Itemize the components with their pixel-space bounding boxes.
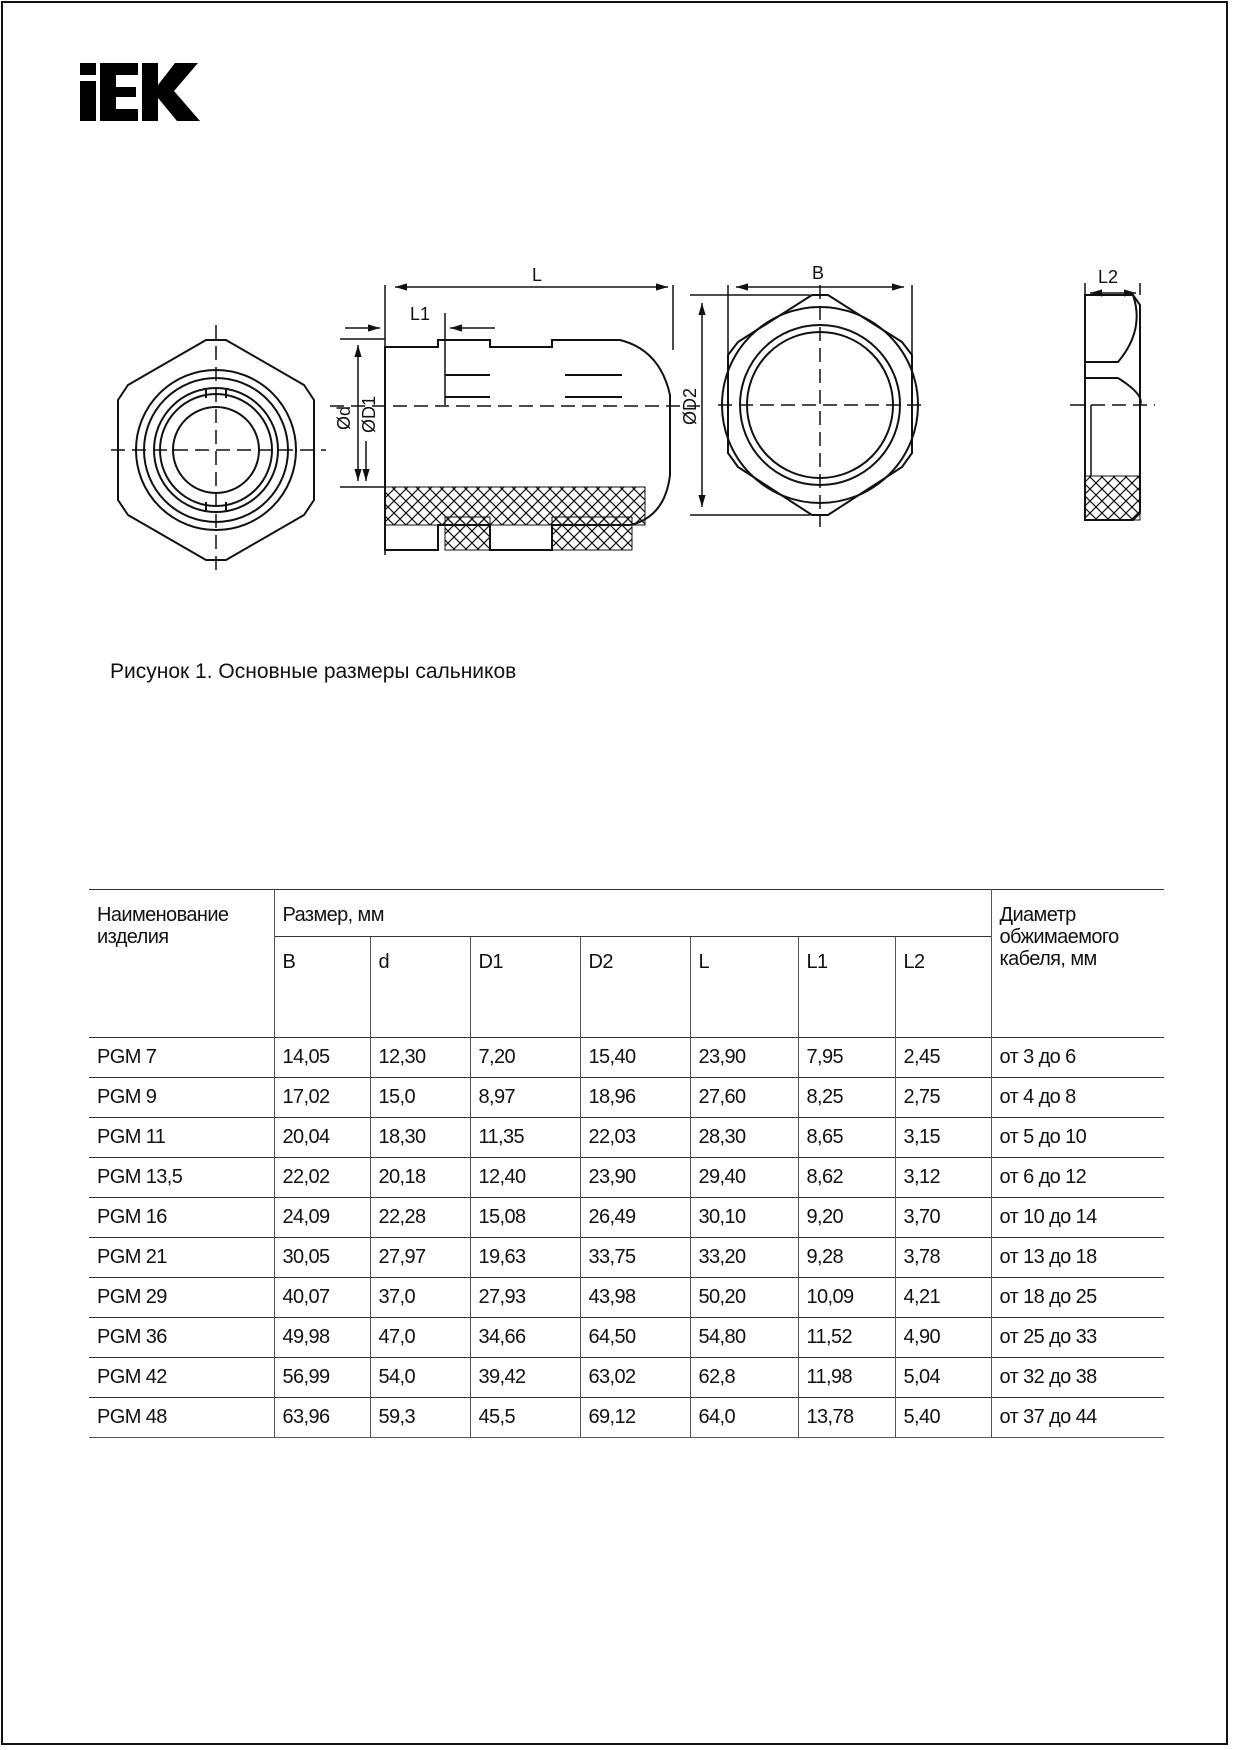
cell-name: PGM 7 [89,1038,274,1078]
cell-D2: 43,98 [580,1278,690,1318]
cell-D2: 64,50 [580,1318,690,1358]
cell-cable-diameter: от 13 до 18 [991,1238,1164,1278]
cell-D1: 19,63 [470,1238,580,1278]
cell-name: PGM 9 [89,1078,274,1118]
cell-L1: 11,52 [798,1318,895,1358]
cell-L: 54,80 [690,1318,798,1358]
header-col-L2: L2 [895,937,991,1038]
table-row [89,1318,1164,1358]
cell-L1: 13,78 [798,1398,895,1438]
cell-L2: 2,45 [895,1038,991,1078]
cell-L1: 10,09 [798,1278,895,1318]
dim-label-B: B [812,263,825,283]
cell-name: PGM 36 [89,1318,274,1358]
table-row [89,1198,1164,1238]
side-view [330,265,700,555]
table-row [89,1238,1164,1278]
cell-L: 27,60 [690,1078,798,1118]
cell-cable-diameter: от 25 до 33 [991,1318,1164,1358]
cell-cable-diameter: от 32 до 38 [991,1358,1164,1398]
cell-L: 30,10 [690,1198,798,1238]
cell-L2: 3,15 [895,1118,991,1158]
cell-name: PGM 11 [89,1118,274,1158]
cell-L2: 5,04 [895,1358,991,1398]
dimensions-table [89,889,1164,1438]
cell-L1: 9,20 [798,1198,895,1238]
header-col-L1: L1 [798,937,895,1038]
cell-d: 37,0 [370,1278,470,1318]
dim-label-D2: ØD2 [680,387,700,425]
cell-d: 20,18 [370,1158,470,1198]
cell-name: PGM 29 [89,1278,274,1318]
dim-label-D1: ØD1 [359,395,379,433]
table-row [89,1118,1164,1158]
cell-d: 15,0 [370,1078,470,1118]
cell-d: 12,30 [370,1038,470,1078]
cell-cable-diameter: от 37 до 44 [991,1398,1164,1438]
cell-d: 54,0 [370,1358,470,1398]
cell-D1: 12,40 [470,1158,580,1198]
cell-L1: 8,65 [798,1118,895,1158]
cell-D2: 23,90 [580,1158,690,1198]
cell-B: 24,09 [274,1198,370,1238]
cell-name: PGM 42 [89,1358,274,1398]
cell-d: 22,28 [370,1198,470,1238]
cell-B: 49,98 [274,1318,370,1358]
cell-name: PGM 48 [89,1398,274,1438]
nut-front-view [680,263,925,527]
table-row [89,1038,1164,1078]
header-col-D2: D2 [580,937,690,1038]
dim-label-L2: L2 [1098,267,1119,287]
cell-D2: 18,96 [580,1078,690,1118]
cell-L1: 8,62 [798,1158,895,1198]
cell-L1: 7,95 [798,1038,895,1078]
iek-logo [80,63,200,121]
cell-D1: 27,93 [470,1278,580,1318]
figure-caption: Рисунок 1. Основные размеры сальников [110,660,517,683]
cell-B: 40,07 [274,1278,370,1318]
cell-B: 30,05 [274,1238,370,1278]
cell-cable-diameter: от 18 до 25 [991,1278,1164,1318]
table-row [89,1358,1164,1398]
cell-L: 28,30 [690,1118,798,1158]
cell-name: PGM 21 [89,1238,274,1278]
cell-d: 59,3 [370,1398,470,1438]
cell-D1: 8,97 [470,1078,580,1118]
header-cable-diameter: Диаметр обжимаемого кабеля, мм [991,890,1164,1038]
header-col-L: L [690,937,798,1038]
nut-side-view [1070,267,1155,520]
cell-L: 50,20 [690,1278,798,1318]
cell-B: 56,99 [274,1358,370,1398]
cell-L2: 4,21 [895,1278,991,1318]
cell-cable-diameter: от 6 до 12 [991,1158,1164,1198]
cell-B: 22,02 [274,1158,370,1198]
cell-L2: 2,75 [895,1078,991,1118]
cell-L1: 9,28 [798,1238,895,1278]
table-row [89,1278,1164,1318]
cell-L: 23,90 [690,1038,798,1078]
dim-label-L: L [532,265,543,285]
cell-L2: 3,70 [895,1198,991,1238]
cell-cable-diameter: от 5 до 10 [991,1118,1164,1158]
header-product-name: Наименование изделия [97,904,229,948]
cell-D1: 45,5 [470,1398,580,1438]
cell-d: 27,97 [370,1238,470,1278]
cell-name: PGM 13,5 [89,1158,274,1198]
cell-L1: 11,98 [798,1358,895,1398]
header-col-B: B [274,937,370,1038]
cell-D2: 63,02 [580,1358,690,1398]
cell-D1: 39,42 [470,1358,580,1398]
cell-d: 18,30 [370,1118,470,1158]
cell-L: 29,40 [690,1158,798,1198]
cell-cable-diameter: от 10 до 14 [991,1198,1164,1238]
cell-d: 47,0 [370,1318,470,1358]
header-col-D1: D1 [470,937,580,1038]
cell-D2: 15,40 [580,1038,690,1078]
cell-D1: 15,08 [470,1198,580,1238]
cell-L: 33,20 [690,1238,798,1278]
table-row [89,1158,1164,1198]
cell-L2: 5,40 [895,1398,991,1438]
cell-B: 14,05 [274,1038,370,1078]
cell-D1: 11,35 [470,1118,580,1158]
table-row [89,1398,1164,1438]
header-size-group: Размер, мм [274,890,991,937]
cell-D1: 7,20 [470,1038,580,1078]
cell-B: 63,96 [274,1398,370,1438]
cell-D2: 33,75 [580,1238,690,1278]
cell-L: 62,8 [690,1358,798,1398]
cell-B: 17,02 [274,1078,370,1118]
cable-gland-drawing [100,255,1160,595]
cell-D2: 69,12 [580,1398,690,1438]
cell-D2: 22,03 [580,1118,690,1158]
cell-L2: 3,12 [895,1158,991,1198]
cell-cable-diameter: от 3 до 6 [991,1038,1164,1078]
table-row [89,1078,1164,1118]
cell-name: PGM 16 [89,1198,274,1238]
cell-L2: 4,90 [895,1318,991,1358]
cell-D1: 34,66 [470,1318,580,1358]
dim-label-L1: L1 [410,304,431,324]
cell-L2: 3,78 [895,1238,991,1278]
header-col-d: d [370,937,470,1038]
cell-L: 64,0 [690,1398,798,1438]
cell-L1: 8,25 [798,1078,895,1118]
cell-cable-diameter: от 4 до 8 [991,1078,1164,1118]
cell-B: 20,04 [274,1118,370,1158]
cell-D2: 26,49 [580,1198,690,1238]
dim-label-d: Ød [334,405,354,430]
front-view [111,325,326,575]
